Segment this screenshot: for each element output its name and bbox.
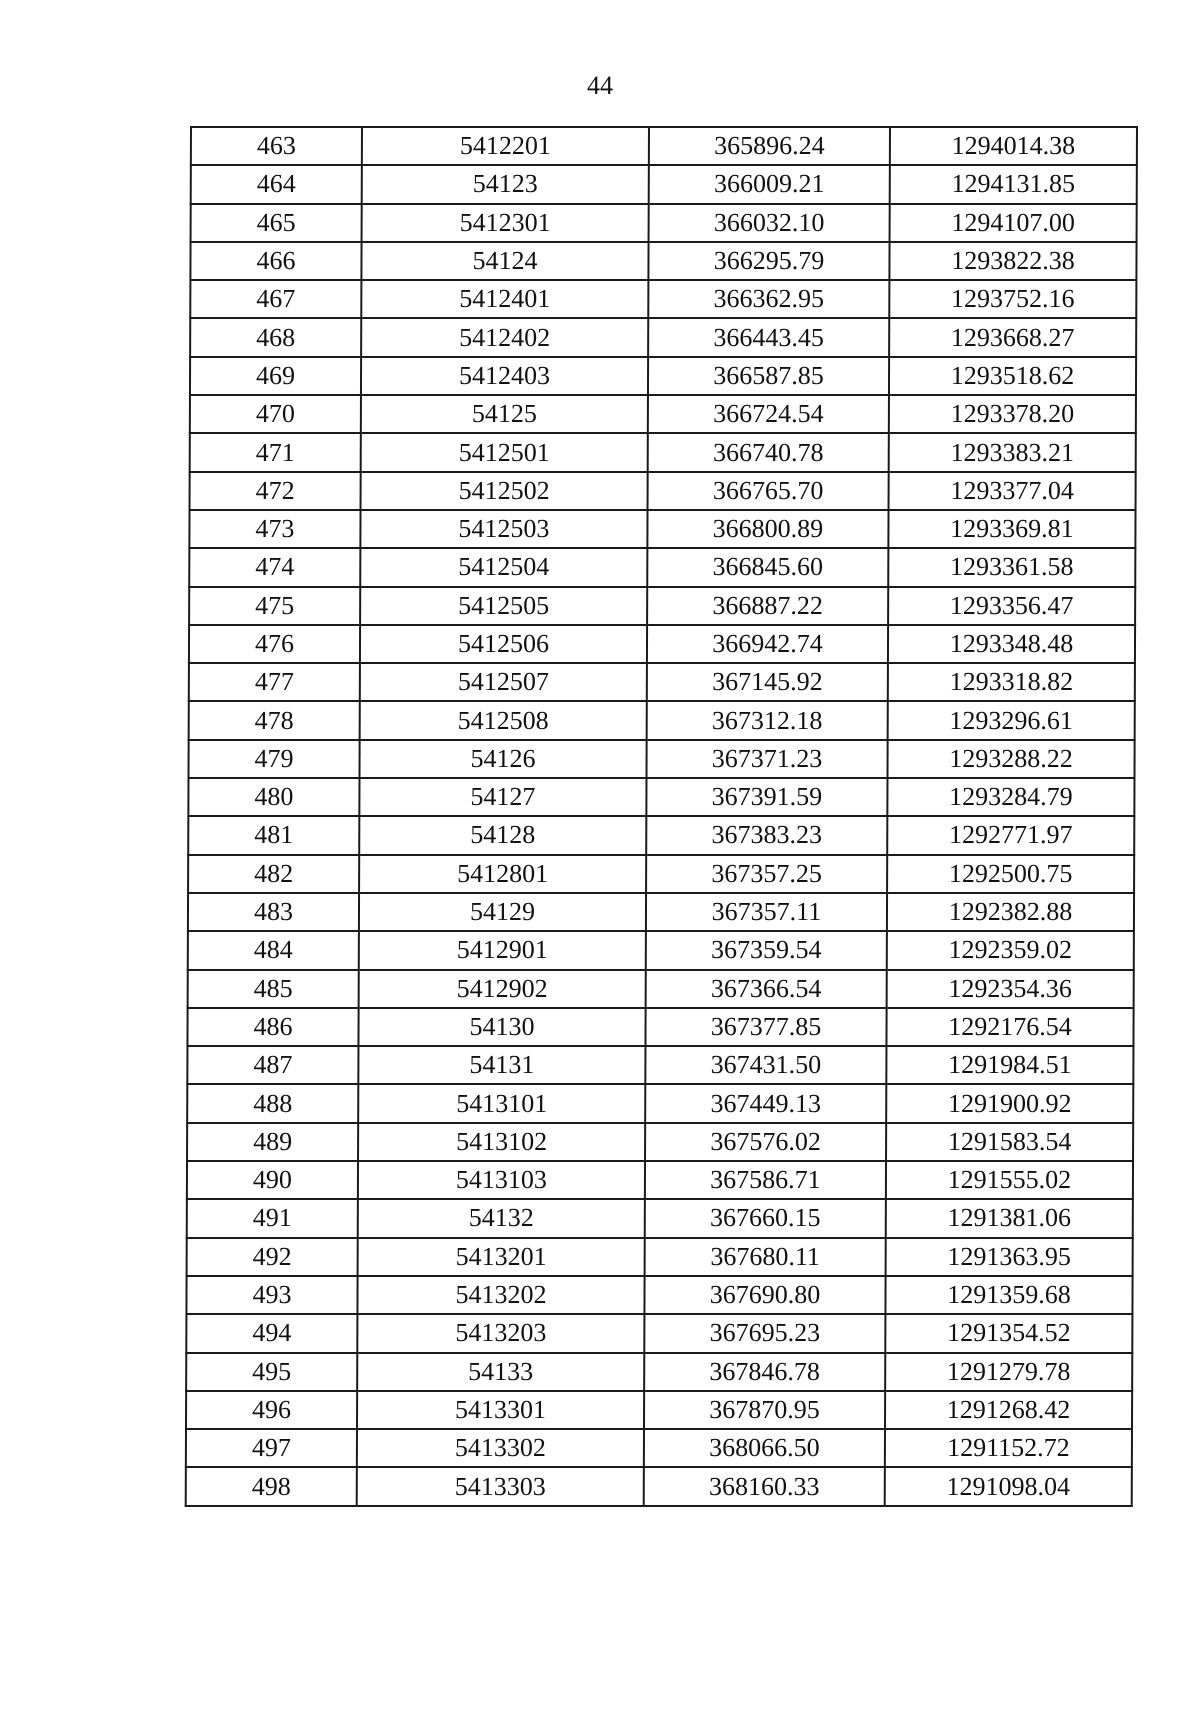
point-code-cell: 5413102 [358, 1123, 645, 1161]
point-number-cell: 469 [190, 357, 361, 395]
y-coordinate-cell: 1292382.88 [887, 893, 1134, 931]
x-coordinate-cell: 367870.95 [644, 1391, 885, 1429]
x-coordinate-cell: 367371.23 [646, 740, 887, 778]
x-coordinate-cell: 367357.25 [646, 855, 887, 893]
table-row [186, 1276, 1132, 1314]
y-coordinate-cell: 1292500.75 [887, 855, 1134, 893]
point-code-cell: 5412504 [360, 548, 647, 586]
point-number-cell: 490 [187, 1161, 358, 1199]
x-coordinate-cell: 367145.92 [647, 663, 888, 701]
point-number-cell: 489 [187, 1123, 358, 1161]
y-coordinate-cell: 1293369.81 [888, 510, 1135, 548]
x-coordinate-cell: 366724.54 [648, 395, 889, 433]
point-code-cell: 54125 [361, 395, 648, 433]
table-row [187, 1238, 1133, 1276]
point-code-cell: 54130 [358, 1008, 645, 1046]
table-body [186, 127, 1137, 1506]
table-row [186, 1391, 1132, 1429]
x-coordinate-cell: 367680.11 [645, 1238, 886, 1276]
table-row [188, 778, 1134, 816]
point-number-cell: 481 [188, 816, 359, 854]
point-number-cell: 476 [189, 625, 360, 663]
coordinates-table [185, 126, 1138, 1507]
x-coordinate-cell: 366887.22 [647, 587, 888, 625]
y-coordinate-cell: 1293296.61 [888, 701, 1135, 739]
table-row [189, 548, 1135, 586]
table-row [188, 931, 1134, 969]
x-coordinate-cell: 367449.13 [645, 1084, 886, 1122]
x-coordinate-cell: 368160.33 [644, 1467, 885, 1505]
y-coordinate-cell: 1291279.78 [885, 1353, 1132, 1391]
point-code-cell: 54128 [359, 816, 646, 854]
point-number-cell: 472 [190, 472, 361, 510]
point-number-cell: 470 [190, 395, 361, 433]
point-number-cell: 464 [191, 165, 362, 203]
table-row [186, 1353, 1132, 1391]
point-number-cell: 496 [186, 1391, 357, 1429]
x-coordinate-cell: 366765.70 [648, 472, 889, 510]
x-coordinate-cell: 367357.11 [646, 893, 887, 931]
y-coordinate-cell: 1292176.54 [886, 1008, 1133, 1046]
table-row [186, 1429, 1132, 1467]
y-coordinate-cell: 1291900.92 [886, 1084, 1133, 1122]
table-row [189, 701, 1135, 739]
table-row [187, 1123, 1133, 1161]
point-code-cell: 5412501 [361, 433, 648, 471]
point-number-cell: 482 [188, 855, 359, 893]
x-coordinate-cell: 366032.10 [649, 204, 890, 242]
point-number-cell: 478 [189, 701, 360, 739]
x-coordinate-cell: 367586.71 [645, 1161, 886, 1199]
point-code-cell: 5413203 [357, 1314, 644, 1352]
point-code-cell: 5412402 [361, 318, 648, 356]
point-code-cell: 5413302 [357, 1429, 644, 1467]
point-code-cell: 54126 [359, 740, 646, 778]
table-row [191, 127, 1137, 165]
y-coordinate-cell: 1293518.62 [889, 357, 1136, 395]
point-code-cell: 54129 [359, 893, 646, 931]
point-code-cell: 54127 [359, 778, 646, 816]
point-code-cell: 5413201 [358, 1238, 645, 1276]
x-coordinate-cell: 366942.74 [647, 625, 888, 663]
x-coordinate-cell: 367312.18 [647, 701, 888, 739]
table-row [186, 1314, 1132, 1352]
point-code-cell: 5412507 [360, 663, 647, 701]
y-coordinate-cell: 1293284.79 [887, 778, 1134, 816]
y-coordinate-cell: 1293318.82 [888, 663, 1135, 701]
point-code-cell: 5413103 [358, 1161, 645, 1199]
point-code-cell: 54132 [358, 1199, 645, 1237]
table-row [188, 816, 1134, 854]
point-code-cell: 5412902 [359, 970, 646, 1008]
point-number-cell: 471 [190, 433, 361, 471]
point-code-cell: 5413202 [357, 1276, 644, 1314]
x-coordinate-cell: 367383.23 [646, 816, 887, 854]
point-number-cell: 477 [189, 663, 360, 701]
table-row [187, 1161, 1133, 1199]
point-number-cell: 498 [186, 1467, 357, 1505]
y-coordinate-cell: 1291381.06 [886, 1199, 1133, 1237]
y-coordinate-cell: 1293356.47 [888, 587, 1135, 625]
point-number-cell: 491 [187, 1199, 358, 1237]
table-row [187, 1084, 1133, 1122]
table-row [191, 204, 1137, 242]
x-coordinate-cell: 366800.89 [647, 510, 888, 548]
point-number-cell: 488 [187, 1084, 358, 1122]
x-coordinate-cell: 367576.02 [645, 1123, 886, 1161]
y-coordinate-cell: 1291583.54 [886, 1123, 1133, 1161]
point-code-cell: 5412401 [361, 280, 648, 318]
table-row [187, 1199, 1133, 1237]
x-coordinate-cell: 367377.85 [645, 1008, 886, 1046]
y-coordinate-cell: 1292771.97 [887, 816, 1134, 854]
y-coordinate-cell: 1294014.38 [890, 127, 1137, 165]
point-code-cell: 5412506 [360, 625, 647, 663]
x-coordinate-cell: 367391.59 [646, 778, 887, 816]
table-row [190, 280, 1136, 318]
point-number-cell: 466 [190, 242, 361, 280]
table-row [188, 893, 1134, 931]
table-row [190, 395, 1136, 433]
x-coordinate-cell: 368066.50 [644, 1429, 885, 1467]
point-number-cell: 474 [189, 548, 360, 586]
point-number-cell: 468 [190, 318, 361, 356]
x-coordinate-cell: 366362.95 [648, 280, 889, 318]
point-number-cell: 485 [188, 970, 359, 1008]
x-coordinate-cell: 367366.54 [646, 970, 887, 1008]
y-coordinate-cell: 1293348.48 [888, 625, 1135, 663]
x-coordinate-cell: 366443.45 [648, 318, 889, 356]
point-code-cell: 5412201 [362, 127, 649, 165]
x-coordinate-cell: 367690.80 [644, 1276, 885, 1314]
table-row [190, 433, 1136, 471]
point-number-cell: 495 [186, 1353, 357, 1391]
y-coordinate-cell: 1291359.68 [885, 1276, 1132, 1314]
point-code-cell: 5412503 [360, 510, 647, 548]
point-code-cell: 5412502 [361, 472, 648, 510]
table-row [190, 357, 1136, 395]
point-code-cell: 54133 [357, 1353, 644, 1391]
x-coordinate-cell: 366009.21 [649, 165, 890, 203]
y-coordinate-cell: 1293361.58 [888, 548, 1135, 586]
y-coordinate-cell: 1293383.21 [889, 433, 1136, 471]
y-coordinate-cell: 1291268.42 [885, 1391, 1132, 1429]
x-coordinate-cell: 367695.23 [644, 1314, 885, 1352]
point-number-cell: 480 [188, 778, 359, 816]
point-number-cell: 497 [186, 1429, 357, 1467]
point-number-cell: 494 [186, 1314, 357, 1352]
point-number-cell: 483 [188, 893, 359, 931]
point-number-cell: 487 [187, 1046, 358, 1084]
y-coordinate-cell: 1294107.00 [890, 204, 1137, 242]
point-code-cell: 54123 [362, 165, 649, 203]
point-number-cell: 465 [191, 204, 362, 242]
point-number-cell: 463 [191, 127, 362, 165]
coordinates-table-container [190, 126, 1136, 1507]
y-coordinate-cell: 1292359.02 [887, 931, 1134, 969]
point-number-cell: 473 [189, 510, 360, 548]
x-coordinate-cell: 365896.24 [649, 127, 890, 165]
point-number-cell: 486 [187, 1008, 358, 1046]
point-number-cell: 479 [188, 740, 359, 778]
x-coordinate-cell: 367660.15 [645, 1199, 886, 1237]
table-row [188, 740, 1134, 778]
x-coordinate-cell: 366740.78 [648, 433, 889, 471]
table-row [191, 165, 1137, 203]
x-coordinate-cell: 367846.78 [644, 1353, 885, 1391]
point-number-cell: 493 [186, 1276, 357, 1314]
y-coordinate-cell: 1291984.51 [886, 1046, 1133, 1084]
y-coordinate-cell: 1291363.95 [886, 1238, 1133, 1276]
table-row [190, 318, 1136, 356]
point-code-cell: 5412403 [361, 357, 648, 395]
x-coordinate-cell: 366587.85 [648, 357, 889, 395]
point-code-cell: 5413303 [357, 1467, 644, 1505]
point-number-cell: 484 [188, 931, 359, 969]
y-coordinate-cell: 1291152.72 [885, 1429, 1132, 1467]
table-row [186, 1467, 1132, 1505]
y-coordinate-cell: 1293822.38 [889, 242, 1136, 280]
x-coordinate-cell: 367359.54 [646, 931, 887, 969]
point-code-cell: 54124 [361, 242, 648, 280]
table-row [188, 855, 1134, 893]
y-coordinate-cell: 1293288.22 [887, 740, 1134, 778]
y-coordinate-cell: 1291555.02 [886, 1161, 1133, 1199]
table-row [189, 625, 1135, 663]
x-coordinate-cell: 366845.60 [647, 548, 888, 586]
table-row [187, 1046, 1133, 1084]
point-code-cell: 5412301 [362, 204, 649, 242]
point-code-cell: 54131 [358, 1046, 645, 1084]
table-row [189, 663, 1135, 701]
point-code-cell: 5412901 [359, 931, 646, 969]
table-row [190, 472, 1136, 510]
y-coordinate-cell: 1293752.16 [889, 280, 1136, 318]
point-code-cell: 5413301 [357, 1391, 644, 1429]
point-code-cell: 5412508 [360, 701, 647, 739]
y-coordinate-cell: 1293378.20 [889, 395, 1136, 433]
point-number-cell: 475 [189, 587, 360, 625]
table-row [187, 1008, 1133, 1046]
x-coordinate-cell: 366295.79 [648, 242, 889, 280]
point-code-cell: 5412801 [359, 855, 646, 893]
y-coordinate-cell: 1294131.85 [890, 165, 1137, 203]
y-coordinate-cell: 1291098.04 [885, 1467, 1132, 1505]
y-coordinate-cell: 1293668.27 [889, 318, 1136, 356]
table-row [189, 510, 1135, 548]
point-code-cell: 5413101 [358, 1084, 645, 1122]
page-number: 44 [587, 71, 613, 100]
table-row [189, 587, 1135, 625]
point-code-cell: 5412505 [360, 587, 647, 625]
y-coordinate-cell: 1292354.36 [887, 970, 1134, 1008]
x-coordinate-cell: 367431.50 [645, 1046, 886, 1084]
point-number-cell: 467 [190, 280, 361, 318]
y-coordinate-cell: 1291354.52 [885, 1314, 1132, 1352]
point-number-cell: 492 [187, 1238, 358, 1276]
table-row [190, 242, 1136, 280]
y-coordinate-cell: 1293377.04 [889, 472, 1136, 510]
table-row [188, 970, 1134, 1008]
